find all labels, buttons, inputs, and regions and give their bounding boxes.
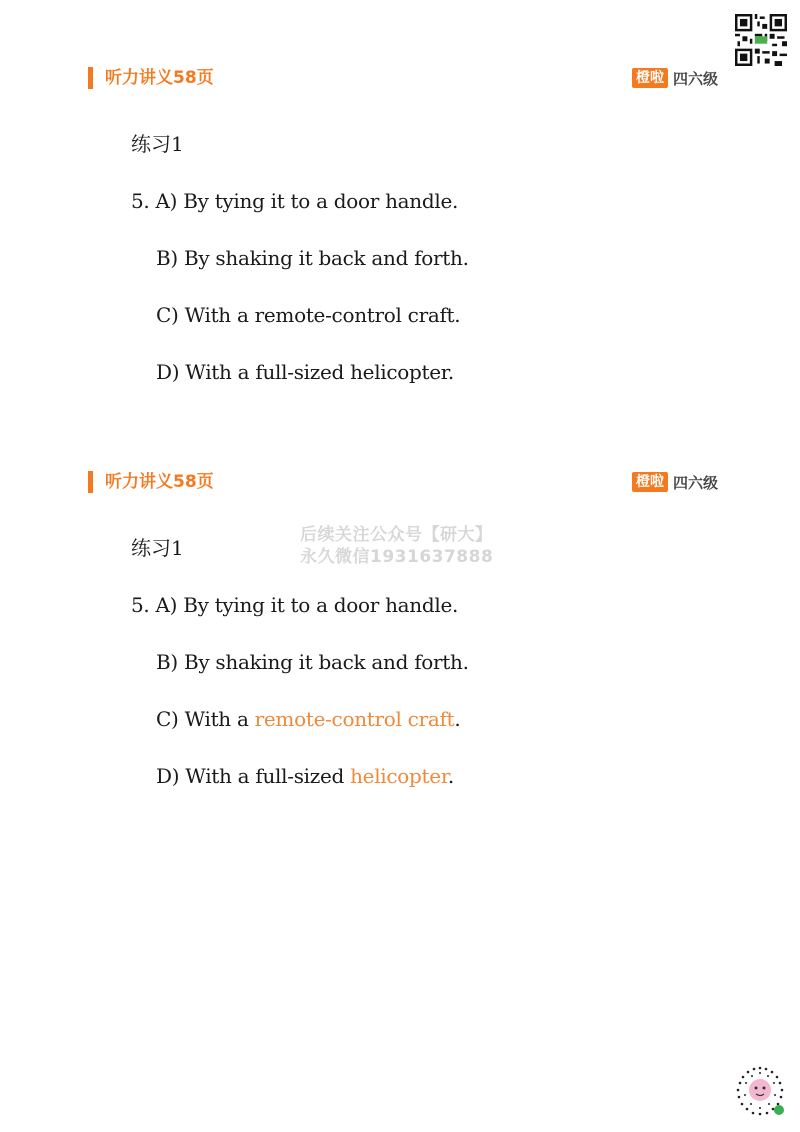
answer-option-c <box>156 705 460 733</box>
header-title: 听力讲义58页 <box>105 472 214 492</box>
answer-keyword: remote-control craft <box>254 707 455 731</box>
watermark-line-1: 后续关注公众号【研大】 <box>300 525 493 545</box>
option-a: 5. A) By tying it to a door handle. <box>131 189 459 213</box>
option-b: B) By shaking it back and forth. <box>156 246 469 270</box>
watermark-line-2: 永久微信1931637888 <box>300 547 494 567</box>
header-title: 听力讲义58页 <box>105 68 214 88</box>
brand-badge: 橙啦 <box>632 68 668 88</box>
option-text: C) With a <box>156 707 255 731</box>
exercise-label: 练习1 <box>131 536 184 560</box>
section-header <box>88 66 718 90</box>
option-punctuation: . <box>454 707 461 731</box>
option-c: C) With a remote-control craft. <box>156 303 461 327</box>
answer-option-b: B) By shaking it back and forth. <box>156 650 469 674</box>
section-header <box>88 470 718 494</box>
option-punctuation: . <box>447 764 454 788</box>
brand-logo <box>632 66 718 90</box>
header-accent-bar <box>88 471 93 493</box>
brand-level: 四六级 <box>672 473 718 492</box>
option-text: D) With a full-sized <box>156 764 351 788</box>
option-d: D) With a full-sized helicopter. <box>156 360 454 384</box>
qr-code-icon <box>735 14 787 66</box>
header-accent-bar <box>88 67 93 89</box>
watermark <box>300 524 493 568</box>
answer-keyword: helicopter <box>350 764 448 788</box>
brand-level: 四六级 <box>672 69 718 88</box>
exercise-label: 练习1 <box>131 132 184 156</box>
brand-logo <box>632 470 718 494</box>
answer-option-d <box>156 762 454 790</box>
answer-option-a: 5. A) By tying it to a door handle. <box>131 593 459 617</box>
brand-badge: 橙啦 <box>632 472 668 492</box>
mini-program-code-icon <box>732 1063 788 1119</box>
